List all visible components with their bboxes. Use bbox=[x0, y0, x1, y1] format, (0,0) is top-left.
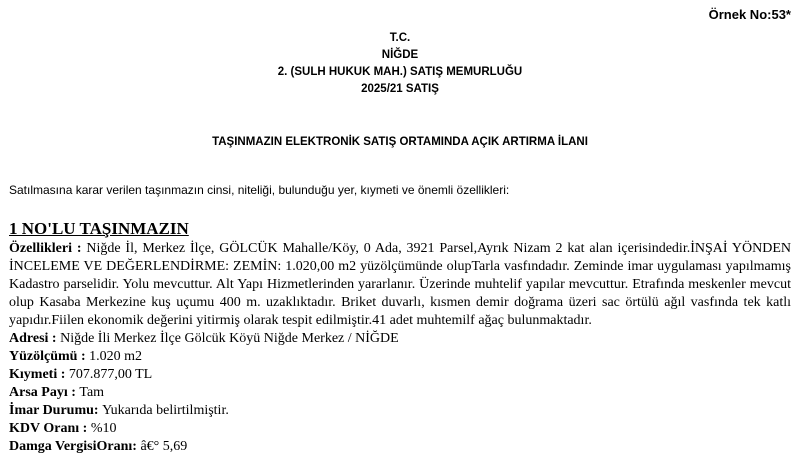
share-label: Arsa Payı : bbox=[9, 385, 80, 400]
area-row bbox=[9, 348, 791, 366]
stamp-tax-row bbox=[9, 438, 791, 456]
value-amount: 707.877,00 TL bbox=[68, 367, 153, 382]
header-file-number: 2025/21 SATIŞ bbox=[361, 83, 439, 95]
zoning-value: Yukarıda belirtilmiştir. bbox=[102, 403, 229, 418]
document-header bbox=[0, 30, 800, 98]
area-label: Yüzölçümü : bbox=[9, 349, 90, 364]
zoning-label: İmar Durumu: bbox=[9, 403, 103, 418]
vat-label: KDV Oranı : bbox=[9, 421, 91, 436]
header-office: 2. (SULH HUKUK MAH.) SATIŞ MEMURLUĞU bbox=[277, 66, 523, 78]
header-city: NİĞDE bbox=[381, 49, 419, 61]
area-value: 1.020 m2 bbox=[89, 349, 143, 364]
ornek-number: Örnek No:53* bbox=[708, 7, 791, 22]
property-section bbox=[9, 218, 791, 456]
zoning-row bbox=[9, 402, 791, 420]
share-value: Tam bbox=[79, 385, 105, 400]
address-label: Adresi : bbox=[9, 331, 61, 346]
address-row bbox=[9, 330, 791, 348]
intro-text: Satılmasına karar verilen taşınmazın cinsi, niteliği, bulunduğu yer, kıymeti ve önemli özellikleri: bbox=[9, 183, 510, 197]
features-label: Özellikleri : bbox=[9, 241, 87, 256]
stamp-tax-value: â€° 5,69 bbox=[140, 439, 188, 454]
value-row bbox=[9, 366, 791, 384]
header-tc: T.C. bbox=[389, 32, 411, 44]
share-row bbox=[9, 384, 791, 402]
value-label: Kıymeti : bbox=[9, 367, 69, 382]
announcement-title: TAŞINMAZIN ELEKTRONİK SATIŞ ORTAMINDA AÇIK ARTIRMA İLANI bbox=[212, 136, 588, 148]
features-text: Niğde İl, Merkez İlçe, GÖLCÜK Mahalle/Köy, 0 Ada, 3921 Parsel,Ayrık Nizam 2 kat alan içerisindedir.İNŞAİ YÖNDEN İNCELEME VE DEĞERLENDİRME: ZEMİN: 1.020,00 m2 yüzölçümünde olupTarla vasfındadır. Zeminde imar uygulaması yapılmamış Kadastro parselidir. Yolu mevcuttur. Alt Yapı Hizmetlerinden yararlanır. Üzerinde muhtelif yapılar mevcuttur. Etrafında meskenler mevcut olup Kasaba Merkezine kuş uçumu 400 m. uzaklıktadır. Briket duvarlı, kısmen demir doğrama üzeri sac örtülü ağıl vasfında tek katlı yapıdır.Fiilen ekonomik değerini yitirmiş olarak tespit edilmiştir.41 adet muhtemilf ağaç bulunmaktadır. bbox=[9, 241, 791, 328]
stamp-tax-label: Damga VergisiOranı: bbox=[9, 439, 141, 454]
property-heading: 1 NO'LU TAŞINMAZIN bbox=[9, 219, 189, 238]
vat-value: %10 bbox=[90, 421, 117, 436]
address-value: Niğde İli Merkez İlçe Gölcük Köyü Niğde Merkez / NİĞDE bbox=[60, 331, 399, 346]
property-features bbox=[9, 240, 791, 330]
vat-row bbox=[9, 420, 791, 438]
